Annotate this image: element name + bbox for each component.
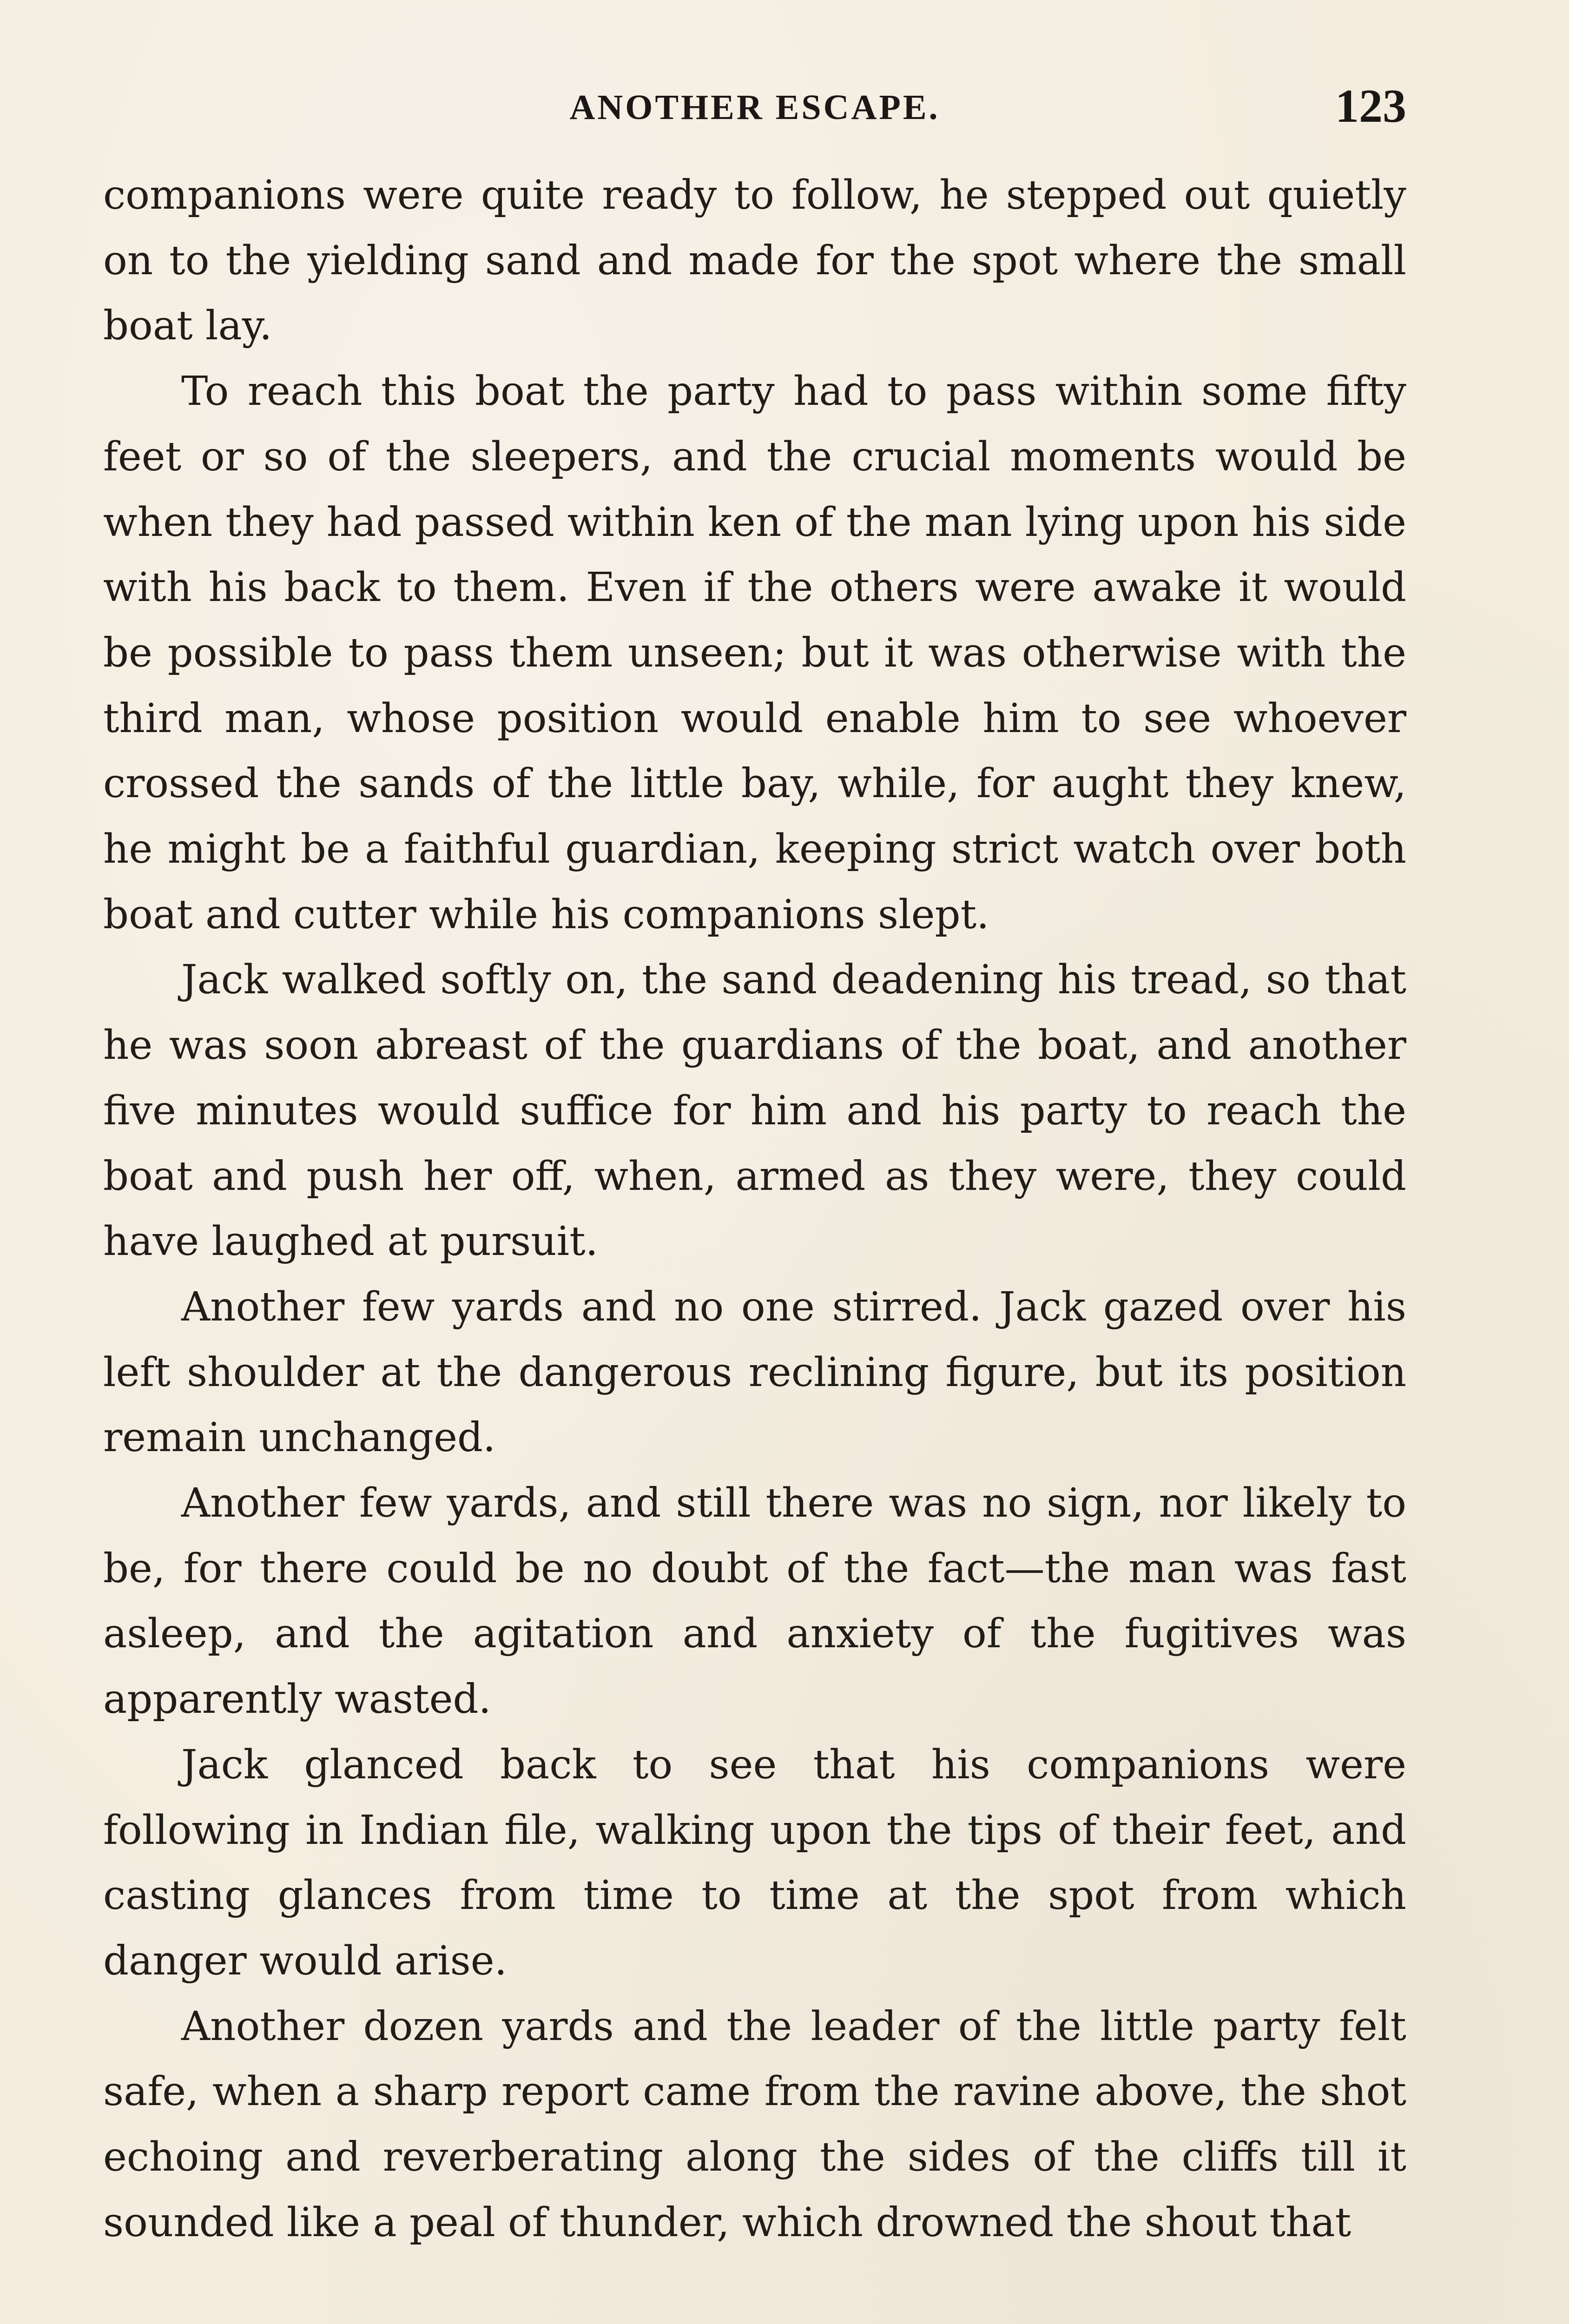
page-number: 123 bbox=[1335, 80, 1406, 132]
paragraph-7: Another dozen yards and the leader of the little party felt safe, when a sharp report came from the ravine above, the shot echoing and reverberating along the sides of the cliffs till it sounded like a peal of thunder, which drowned the shout that bbox=[103, 2003, 1406, 2246]
paragraph-5: Another few yards, and still there was no sign, nor likely to be, for there could be no doubt of the fact—the man was fast asleep, and the agitation and anxiety of the fugitives was apparently wasted. bbox=[103, 1480, 1406, 1723]
paragraph-4: Another few yards and no one stirred. Jack gazed over his left shoulder at the dangerous reclining figure, but its position remain unchanged. bbox=[103, 1283, 1406, 1461]
body-text bbox=[103, 163, 1406, 2256]
page-header bbox=[103, 79, 1406, 139]
running-head: ANOTHER ESCAPE. bbox=[569, 88, 940, 127]
paragraph-3: Jack walked softly on, the sand deadening his tread, so that he was soon abreast of the guardians of the boat, and another five minutes would suffice for him and his party to reach the boat and push her off, when, armed as they were, they could have laughed at pursuit. bbox=[103, 957, 1406, 1265]
paragraph-2: To reach this boat the party had to pass within some fifty feet or so of the sleepers, and the crucial moments would be when they had passed within ken of the man lying upon his side with his back to them. Even if the others were awake it would be possible to pass them unseen; but it was otherwise with the third man, whose position would enable him to see whoever crossed the sands of the little bay, while, for aught they knew, he might be a faithful guardian, keeping strict watch over both boat and cutter while his companions slept. bbox=[103, 368, 1406, 938]
paragraph-1: companions were quite ready to follow, he stepped out quietly on to the yielding sand and made for the spot where the small boat lay. bbox=[103, 172, 1406, 350]
paragraph-6: Jack glanced back to see that his companions were following in Indian file, walking upon the tips of their feet, and casting glances from time to time at the spot from which danger would arise. bbox=[103, 1741, 1406, 1984]
